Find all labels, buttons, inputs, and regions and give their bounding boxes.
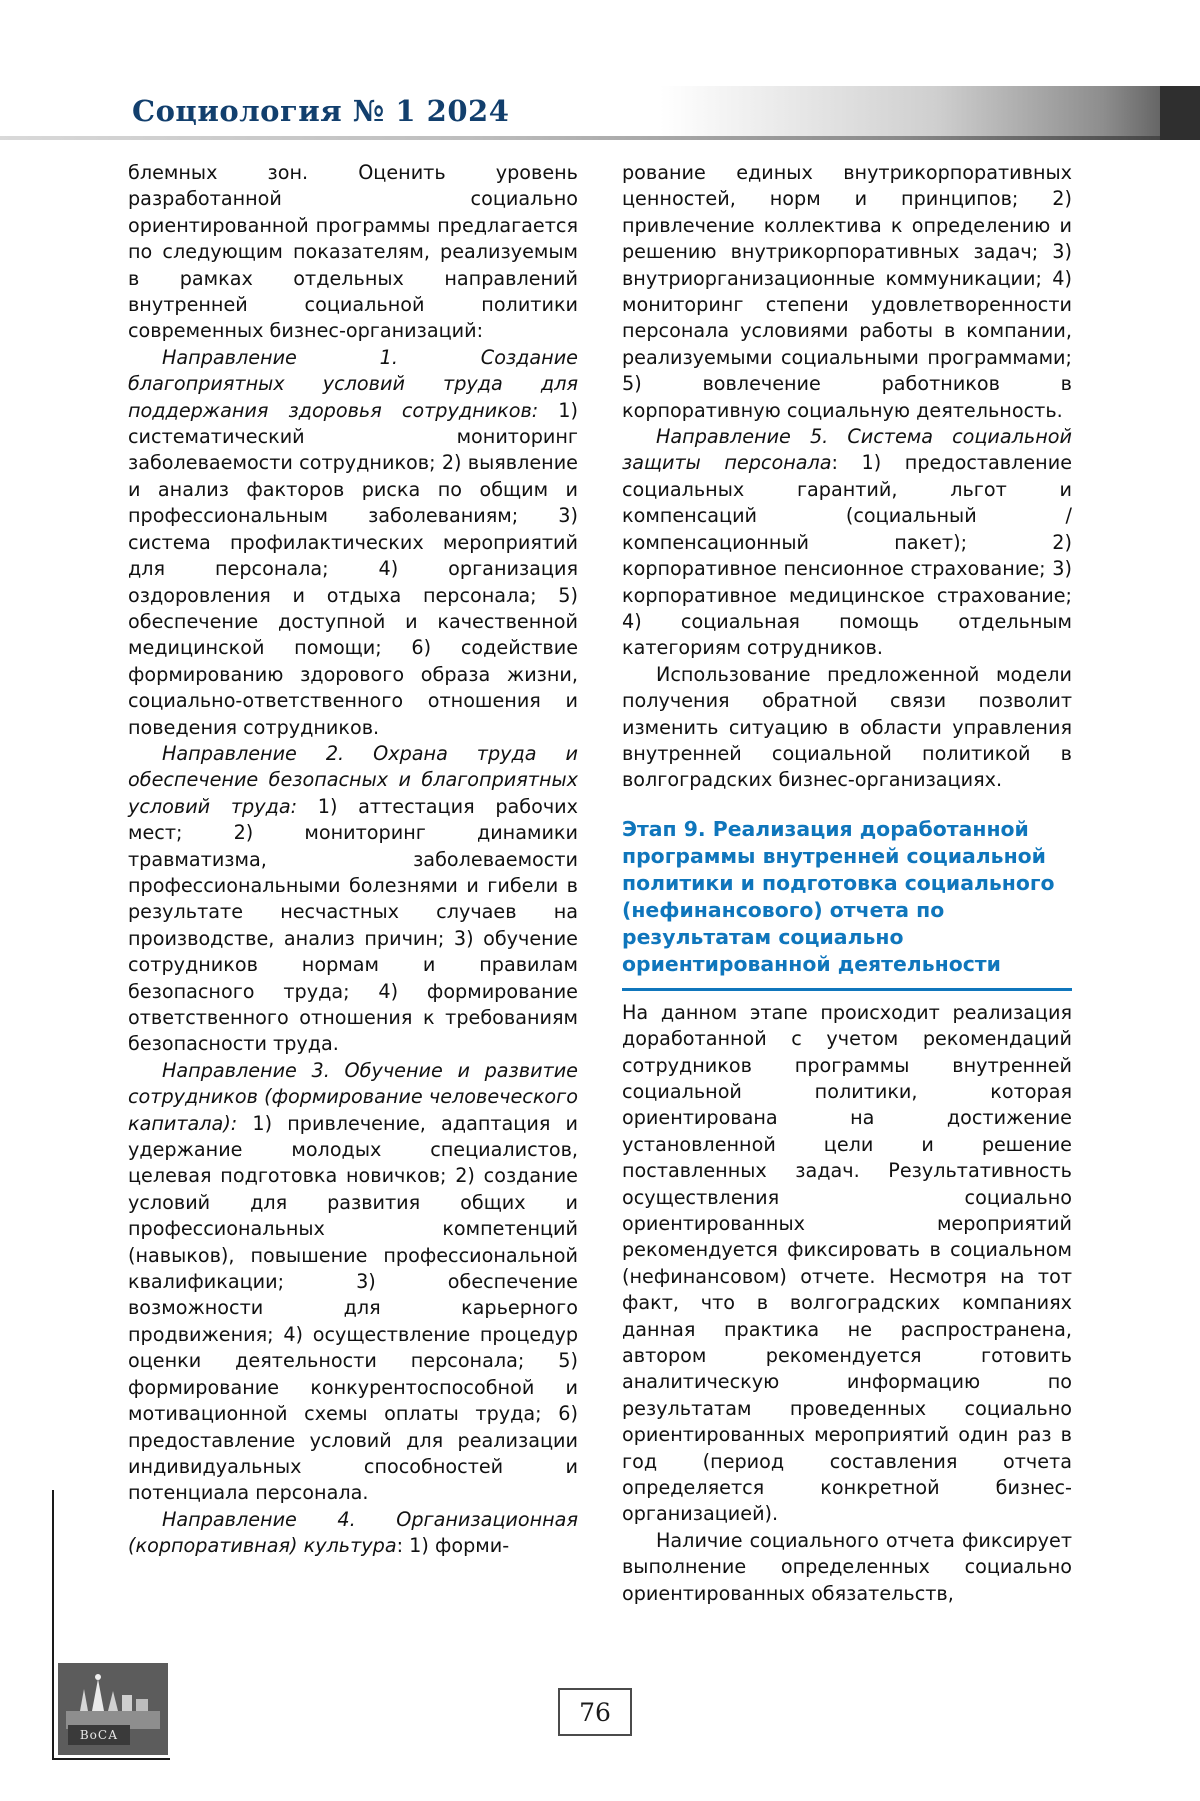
paragraph-body: : 1) предоставление социальных гарантий, льгот и компенсаций (социальный / компенсационный пакет); 2) корпоративное пенсионное страхование; 3) корпоративное медицинское страхование; 4) социальная помощь отдельным категориям сотрудников. bbox=[622, 451, 1072, 660]
page-header-rule bbox=[0, 136, 1200, 140]
paragraph-lead: Направление 2. Охрана труда и обеспечение безопасных и благоприятных условий труда: bbox=[128, 741, 578, 818]
section-heading-rule bbox=[622, 988, 1072, 991]
paragraph: Использование предложенной модели получения обратной связи позволит изменить ситуацию в области управления внутренней социальной политикой в волгоградских бизнес-организациях. bbox=[622, 662, 1072, 792]
section-heading: Этап 9. Реализация доработанной программы внутренней социальной политики и подготовка социального (нефинансового) отчета по результатам социально ориентированной деятельности bbox=[622, 816, 1055, 976]
paragraph bbox=[622, 424, 1072, 662]
paragraph bbox=[128, 345, 578, 741]
logo-badge: ВоСА bbox=[68, 1725, 130, 1745]
skyline-icon bbox=[66, 1671, 160, 1729]
paragraph bbox=[128, 741, 578, 1058]
crop-mark-horizontal bbox=[52, 1758, 170, 1760]
paragraph bbox=[128, 1058, 578, 1507]
page-number: 76 bbox=[558, 1688, 632, 1736]
paragraph-body: 1) систематический мониторинг заболеваемости сотрудников; 2) выявление и анализ факторов риска по общим и профессиональным заболеваниям; 3) система профилактических мероприятий для персонала; 4) организация оздоровления и отдыха персонала; 5) обеспечение доступной и качественной медицинской помощи; 6) содействие формированию здорового образа жизни, социально-ответственного отношения и поведения сотрудников. bbox=[128, 398, 578, 739]
left-text-column bbox=[128, 160, 578, 1607]
crop-mark-vertical bbox=[52, 1490, 54, 1760]
page-top-margin bbox=[0, 0, 1200, 86]
paragraph-lead: Направление 4. Организационная (корпоративная) культура bbox=[128, 1507, 578, 1558]
journal-title: Социология № 1 2024 bbox=[132, 94, 510, 128]
page-header-tab bbox=[1160, 86, 1200, 140]
paragraph-body: 1) привлечение, адаптация и удержание молодых специалистов, целевая подготовка новичков; 2) создание условий для развития общих и профессиональных компетенций (навыков), повышение профессиональной квалификации; 3) обеспечение возможности для карьерного продвижения; 4) осуществление процедур оценки деятельности персонала; 5) формирование конкурентоспособной и мотивационной схемы оплаты труда; 6) предоставление условий для реализации индивидуальных способностей и потенциала персонала. bbox=[128, 1111, 578, 1505]
publisher-logo bbox=[58, 1663, 168, 1755]
paragraph bbox=[128, 1507, 578, 1560]
paragraph: Наличие социального отчета фиксирует выполнение определенных социально ориентированных обязательств, bbox=[622, 1528, 1072, 1605]
right-text-column bbox=[622, 160, 1072, 1607]
paragraph-body: : 1) форми- bbox=[396, 1534, 510, 1558]
paragraph: На данном этапе происходит реализация доработанной с учетом рекомендаций сотрудников программы внутренней социальной политики, которая ориентирована на достижение установленной цели и решение поставленных задач. Результативность осуществления социально ориентированных мероприятий рекомендуется фиксировать в социальном (нефинансовом) отчете. Несмотря на тот факт, что в волгоградских компаниях данная практика не распространена, автором рекомендуется готовить аналитическую информацию по результатам проведенных социально ориентированных мероприятий один раз в год (период составления отчета определяется конкретной бизнес-организацией). bbox=[622, 1000, 1072, 1526]
paragraph: блемных зон. Оценить уровень разработанной социально ориентированной программы предлагается по следующим показателям, реализуемым в рамках отдельных направлений внутренней социальной политики современных бизнес-организаций: bbox=[128, 161, 578, 343]
paragraph-lead: Направление 1. Создание благоприятных условий труда для поддержания здоровья сотрудников: bbox=[128, 345, 578, 422]
paragraph-lead: Направление 5. Система социальной защиты персонала bbox=[622, 425, 1072, 475]
paragraph-lead: Направление 3. Обучение и развитие сотрудников (формирование человеческого капитала): bbox=[128, 1058, 578, 1135]
body-columns bbox=[128, 160, 1072, 1607]
paragraph: рование единых внутрикорпоративных ценностей, норм и принципов; 2) привлечение коллектива к определению и решению внутрикорпоративных задач; 3) внутриорганизационные коммуникации; 4) мониторинг степени удовлетворенности персонала условиями работы в компании, реализуемыми социальными программами; 5) вовлечение работников в корпоративную социальную деятельность. bbox=[622, 161, 1072, 422]
paragraph-body: 1) аттестация рабочих мест; 2) мониторинг динамики травматизма, заболеваемости профессиональными болезнями и гибели в результате несчастных случаев на производстве, анализ причин; 3) обучение сотрудников нормам и правилам безопасного труда; 4) формирование ответственного отношения к требованиям безопасности труда. bbox=[128, 794, 578, 1056]
